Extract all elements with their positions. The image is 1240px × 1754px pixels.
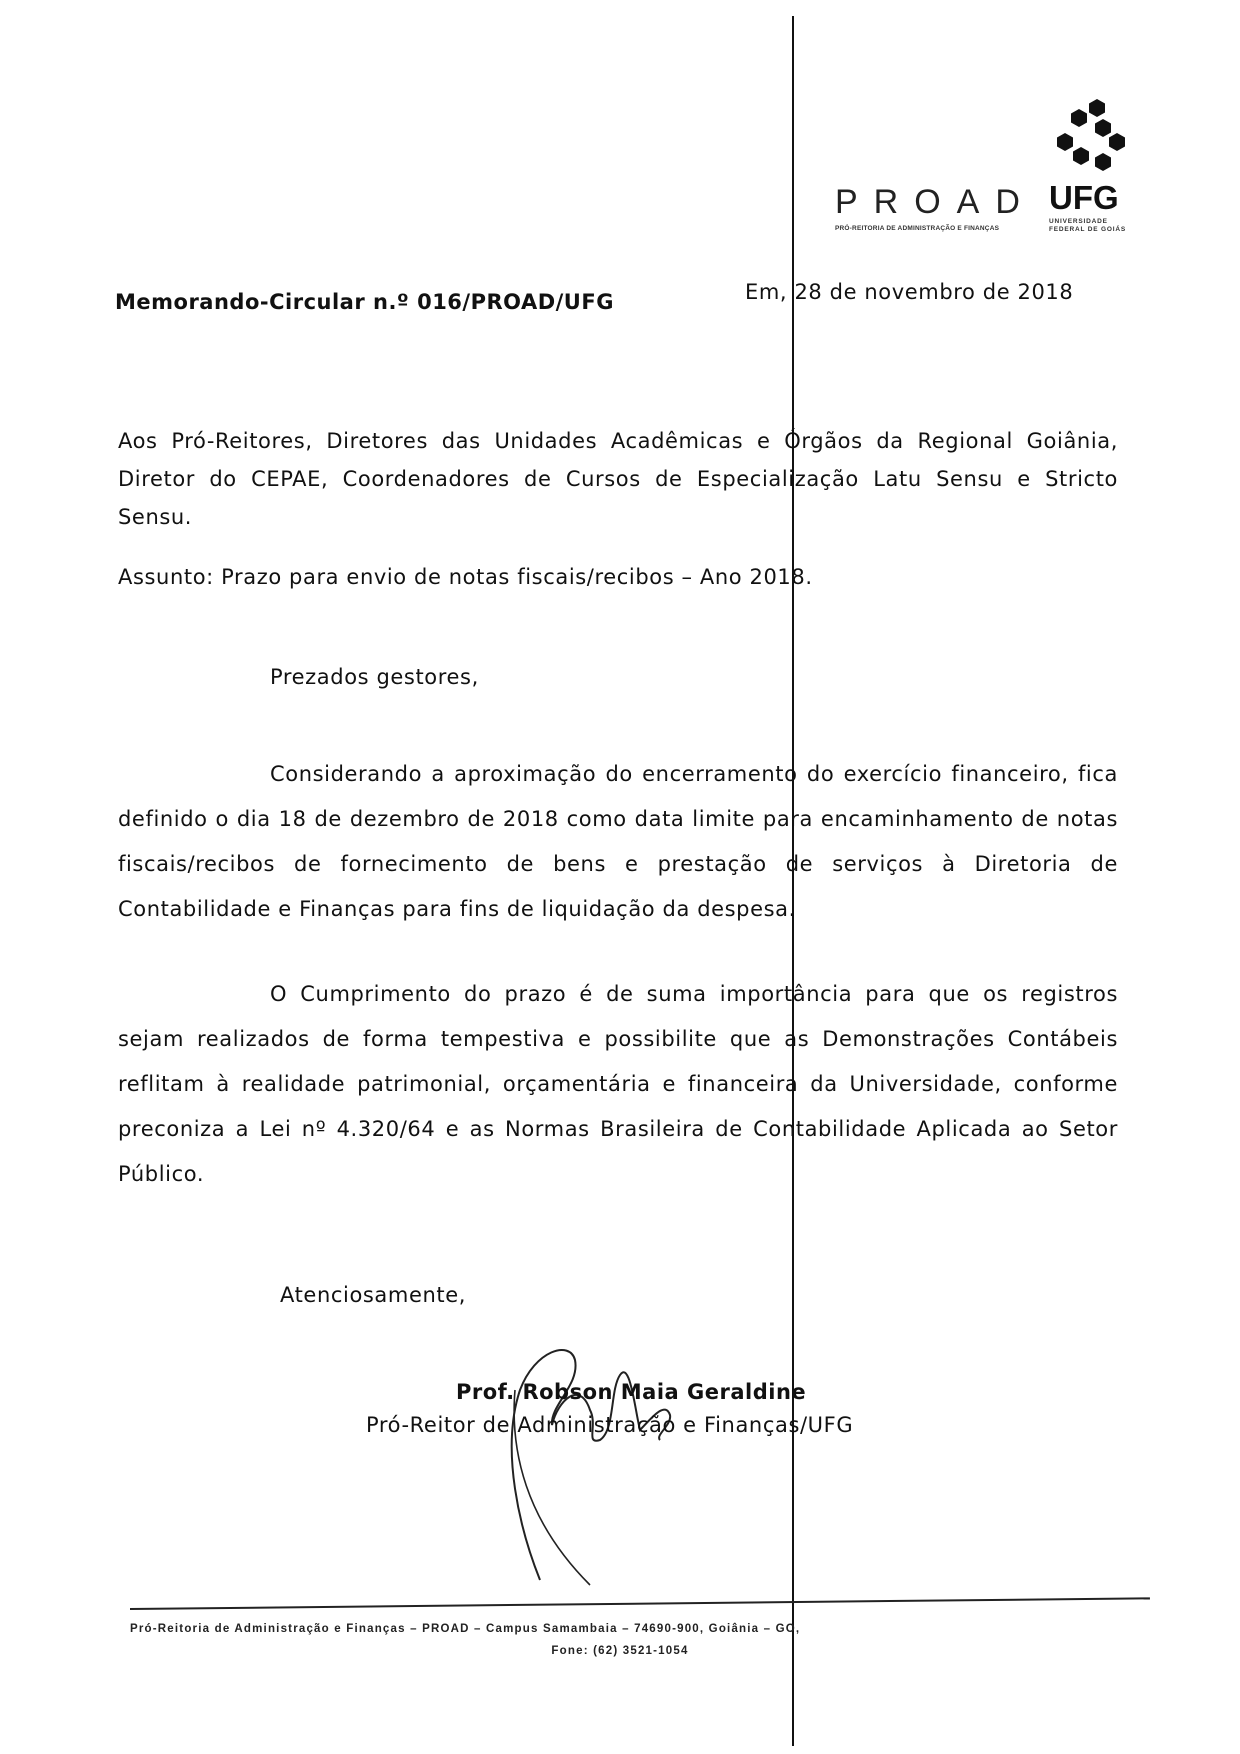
proad-logo-subtitle: PRÓ-REITORIA DE ADMINISTRAÇÃO E FINANÇAS — [835, 225, 1000, 232]
ufg-logo-text: UFG — [1049, 179, 1119, 216]
hexagon-shape — [1095, 119, 1111, 137]
salutation: Prezados gestores, — [270, 665, 479, 689]
memo-date: Em, 28 de novembro de 2018 — [745, 280, 1074, 304]
hexagon-shape — [1095, 153, 1111, 171]
header-logos — [835, 95, 1135, 260]
proad-logo-text: PROAD — [835, 183, 1036, 221]
hexagon-shape — [1057, 133, 1073, 151]
hexagon-shape — [1071, 109, 1087, 127]
hexagon-shape — [1089, 99, 1105, 117]
closing: Atenciosamente, — [280, 1283, 467, 1307]
footer-address: Pró-Reitoria de Administração e Finanças – PROAD – Campus Samambaia – 74690-900, Goiânia – GO, — [130, 1623, 801, 1635]
signatory-name: Prof. Robson Maia Geraldine — [456, 1380, 807, 1404]
footer-phone: Fone: (62) 3521-1054 — [551, 1645, 689, 1657]
body-paragraph-1: Considerando a aproximação do encerramento do exercício financeiro, fica definido o dia 18 de dezembro de 2018 como data limite para encaminhamento de notas fiscais/recibos de fornecimento de bens e prestação de serviços à Diretoria de Contabilidade e Finanças para fins de liquidação da despesa. — [118, 762, 1118, 921]
signatory-role: Pró-Reitor de Administração e Finanças/UFG — [366, 1413, 854, 1437]
ufg-logo-subtitle — [1049, 218, 1126, 234]
body-paragraph-2: O Cumprimento do prazo é de suma importância para que os registros sejam realizados de forma tempestiva e possibilite que as Demonstrações Contábeis reflitam à realidade patrimonial, orçamentária e financeira da Universidade, conforme preconiza a Lei nº 4.320/64 e as Normas Brasileira de Contabilidade Aplicada ao Setor Público. — [118, 982, 1118, 1186]
subject-line: Assunto: Prazo para envio de notas fiscais/recibos – Ano 2018. — [118, 565, 813, 589]
recipients-paragraph: Aos Pró-Reitores, Diretores das Unidades Acadêmicas e Órgãos da Regional Goiânia, Diretor do CEPAE, Coordenadores de Cursos de Especialização Latu Sensu e Stricto Sensu. — [118, 429, 1118, 529]
memo-title: Memorando-Circular n.º 016/PROAD/UFG — [115, 290, 614, 314]
hexagon-shape — [1109, 133, 1125, 151]
ufg-hexagon-logo-icon — [1045, 95, 1131, 181]
handwritten-signature — [480, 1330, 680, 1590]
ufg-subtitle-line1: UNIVERSIDADE — [1049, 218, 1108, 225]
footer-divider — [130, 1597, 1150, 1610]
ufg-subtitle-line2: FEDERAL DE GOIÁS — [1049, 226, 1126, 233]
hexagon-shape — [1073, 147, 1089, 165]
